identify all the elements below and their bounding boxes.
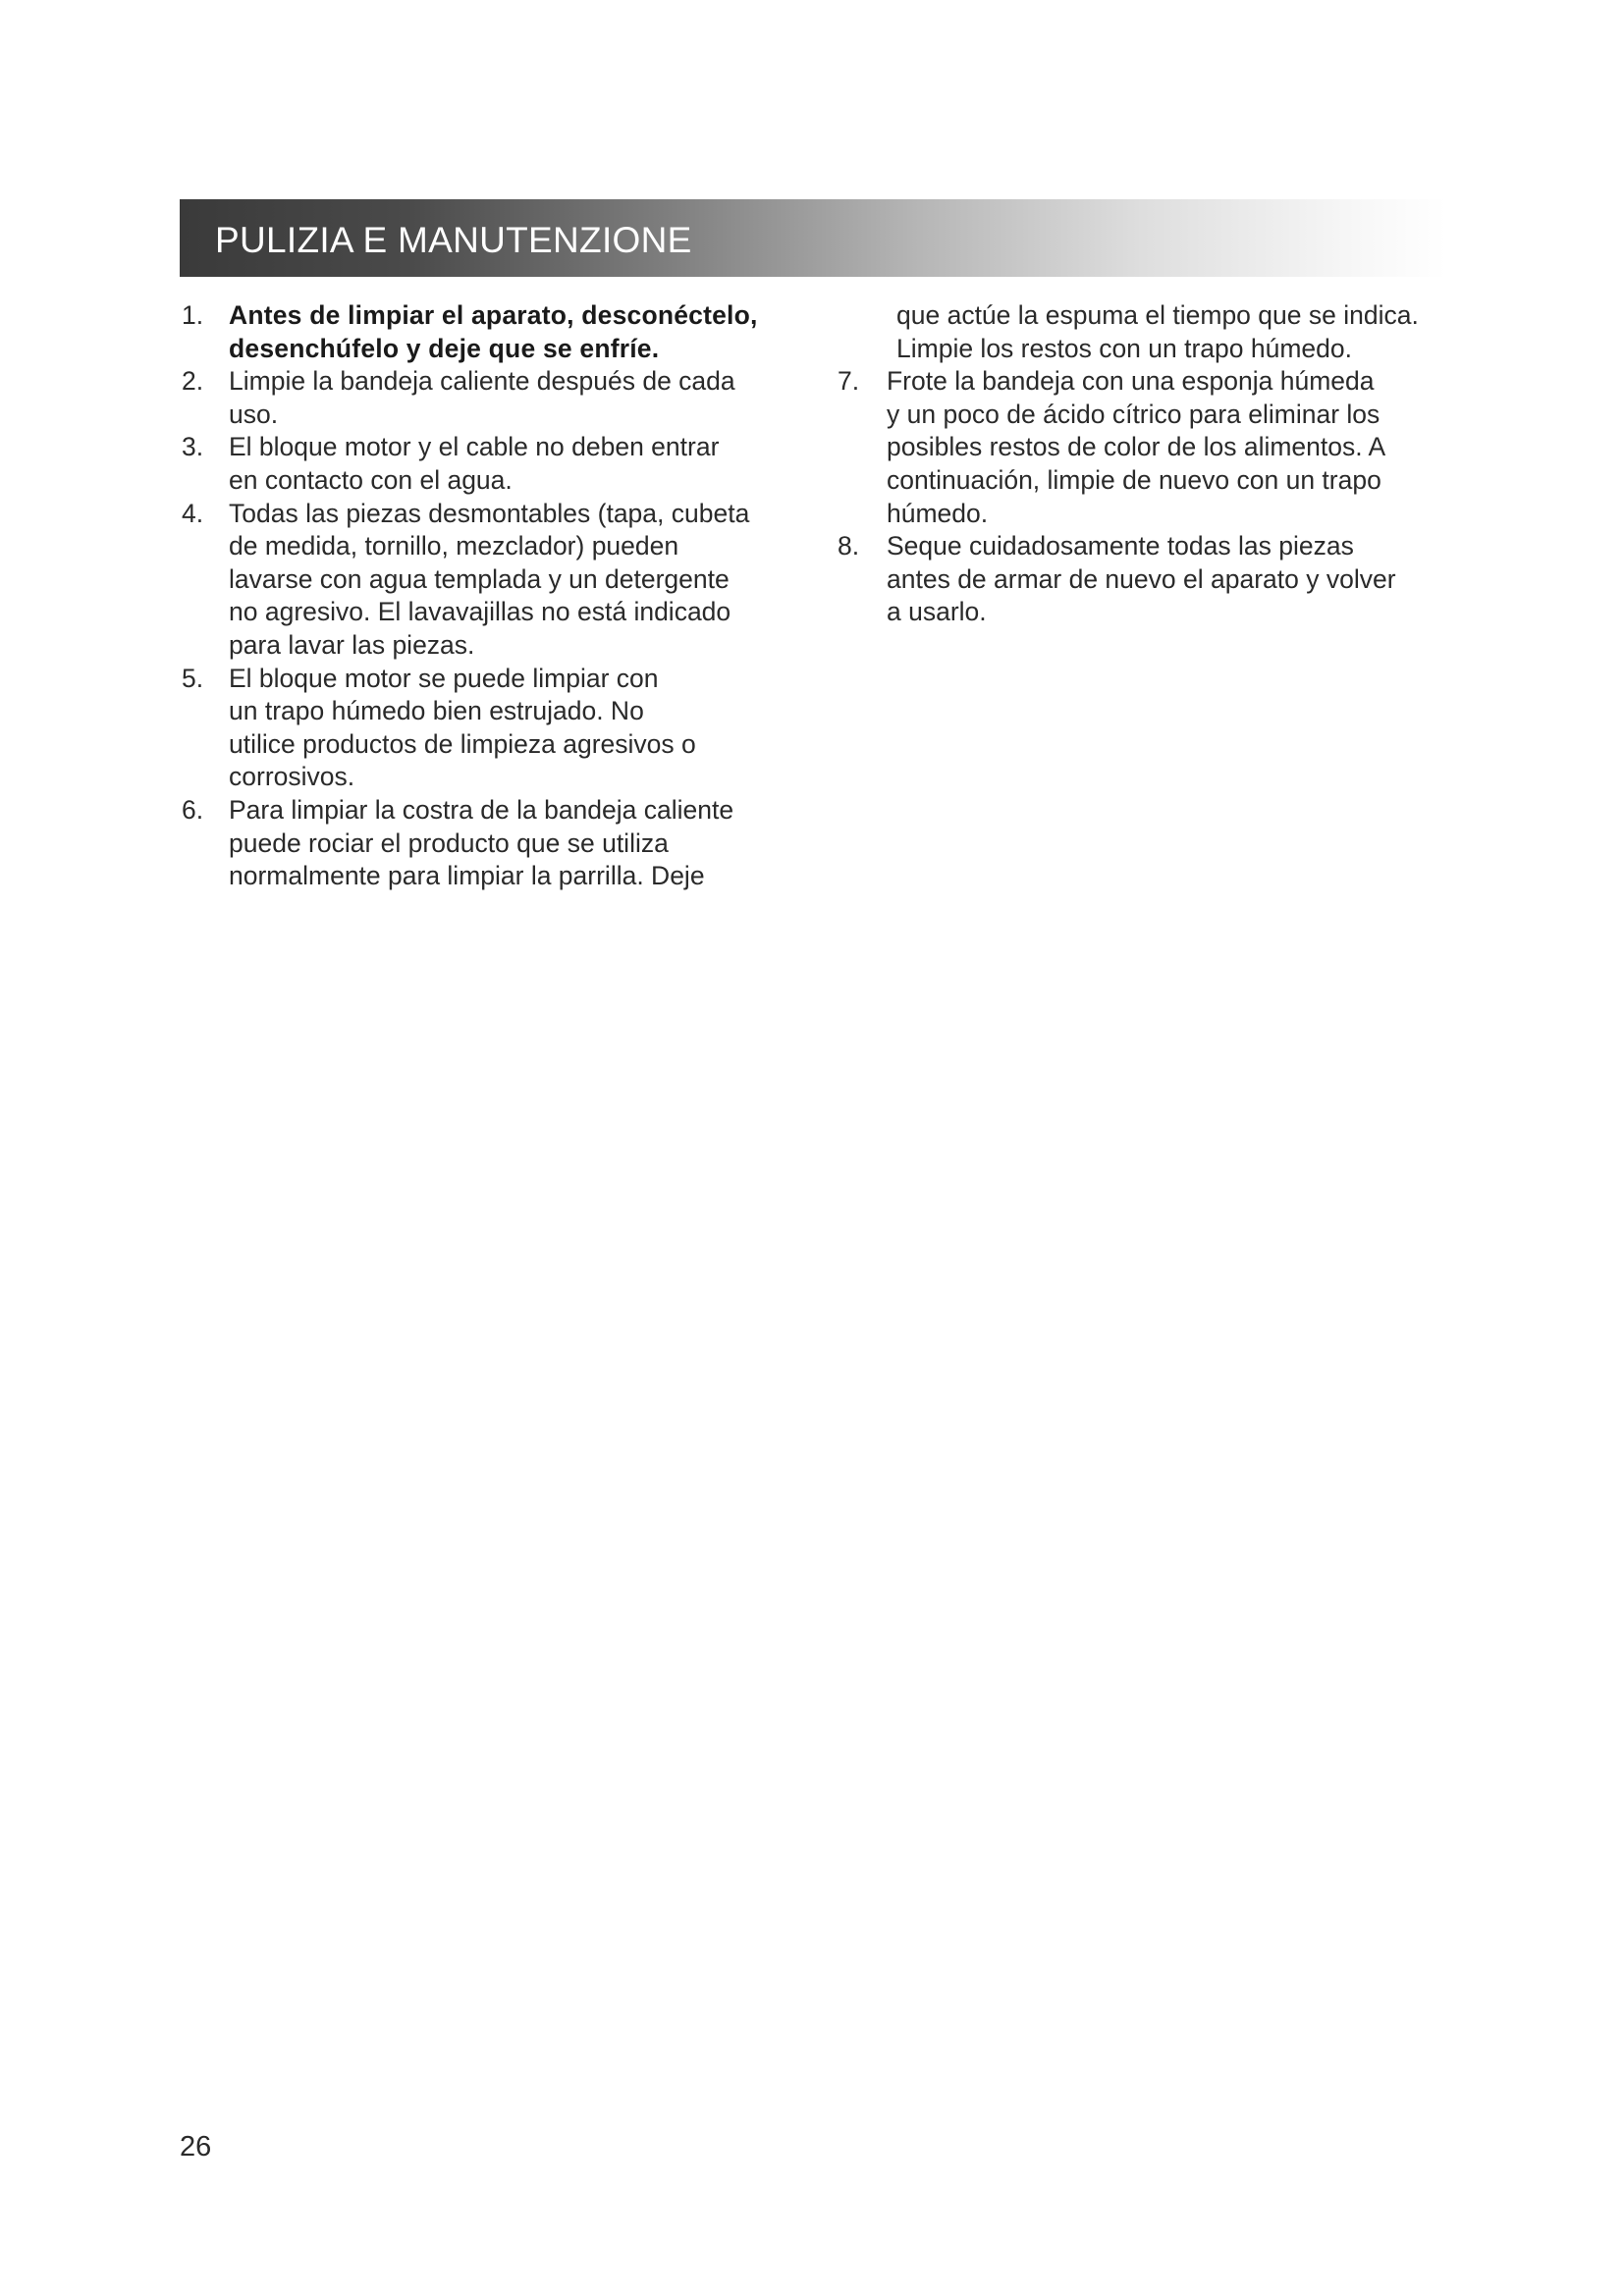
list-number: 4. bbox=[182, 498, 204, 528]
list-number: 5. bbox=[182, 663, 204, 693]
list-item-4 bbox=[180, 498, 808, 663]
list-text: El bloque motor se puede limpiar con un trapo húmedo bien estrujado. No utilice productos de limpieza agresivos o corrosivos. bbox=[229, 663, 696, 792]
list-text: Para limpiar la costra de la bandeja caliente puede rociar el producto que se utiliza normalmente para limpiar la parrilla. Deje bbox=[229, 794, 734, 891]
list-text: Frote la bandeja con una esponja húmeda y un poco de ácido cítrico para eliminar los posibles restos de color de los alimentos. A continuación, limpie de nuevo con un trapo húmedo. bbox=[887, 366, 1386, 528]
list-number: 6. bbox=[182, 794, 204, 825]
list-number: 3. bbox=[182, 432, 204, 462]
left-column bbox=[180, 299, 808, 893]
list-number: 1. bbox=[182, 300, 204, 330]
list-item-7 bbox=[838, 365, 1495, 530]
list-item-6 bbox=[180, 794, 808, 893]
list-number: 8. bbox=[838, 531, 860, 561]
section-header-band bbox=[180, 199, 1446, 277]
page-number: 26 bbox=[180, 2131, 212, 2163]
list-text: Seque cuidadosamente todas las piezas antes de armar de nuevo el aparato y volver a usarlo. bbox=[887, 531, 1396, 627]
list-item-8 bbox=[838, 530, 1495, 629]
list-text: El bloque motor y el cable no deben entrar en contacto con el agua. bbox=[229, 432, 720, 495]
list-text: Todas las piezas desmontables (tapa, cubeta de medida, tornillo, mezclador) pueden lavarse con agua templada y un detergente no agresivo. El lavavajillas no está indicado para lavar las piezas. bbox=[229, 498, 750, 660]
section-title: PULIZIA E MANUTENZIONE bbox=[215, 220, 692, 260]
list-item-3 bbox=[180, 431, 808, 497]
list-number: 2. bbox=[182, 366, 204, 397]
list-number: 7. bbox=[838, 366, 860, 397]
list-item-2 bbox=[180, 365, 808, 431]
right-column bbox=[838, 299, 1495, 629]
list-text: Limpie la bandeja caliente después de cada uso. bbox=[229, 366, 735, 429]
list-item-6-continuation: que actúe la espuma el tiempo que se indica. Limpie los restos con un trapo húmedo. bbox=[896, 300, 1419, 363]
list-item-1 bbox=[180, 299, 808, 365]
list-item-5 bbox=[180, 663, 808, 794]
list-text: Antes de limpiar el aparato, desconéctelo, desenchúfelo y deje que se enfríe. bbox=[229, 300, 758, 363]
